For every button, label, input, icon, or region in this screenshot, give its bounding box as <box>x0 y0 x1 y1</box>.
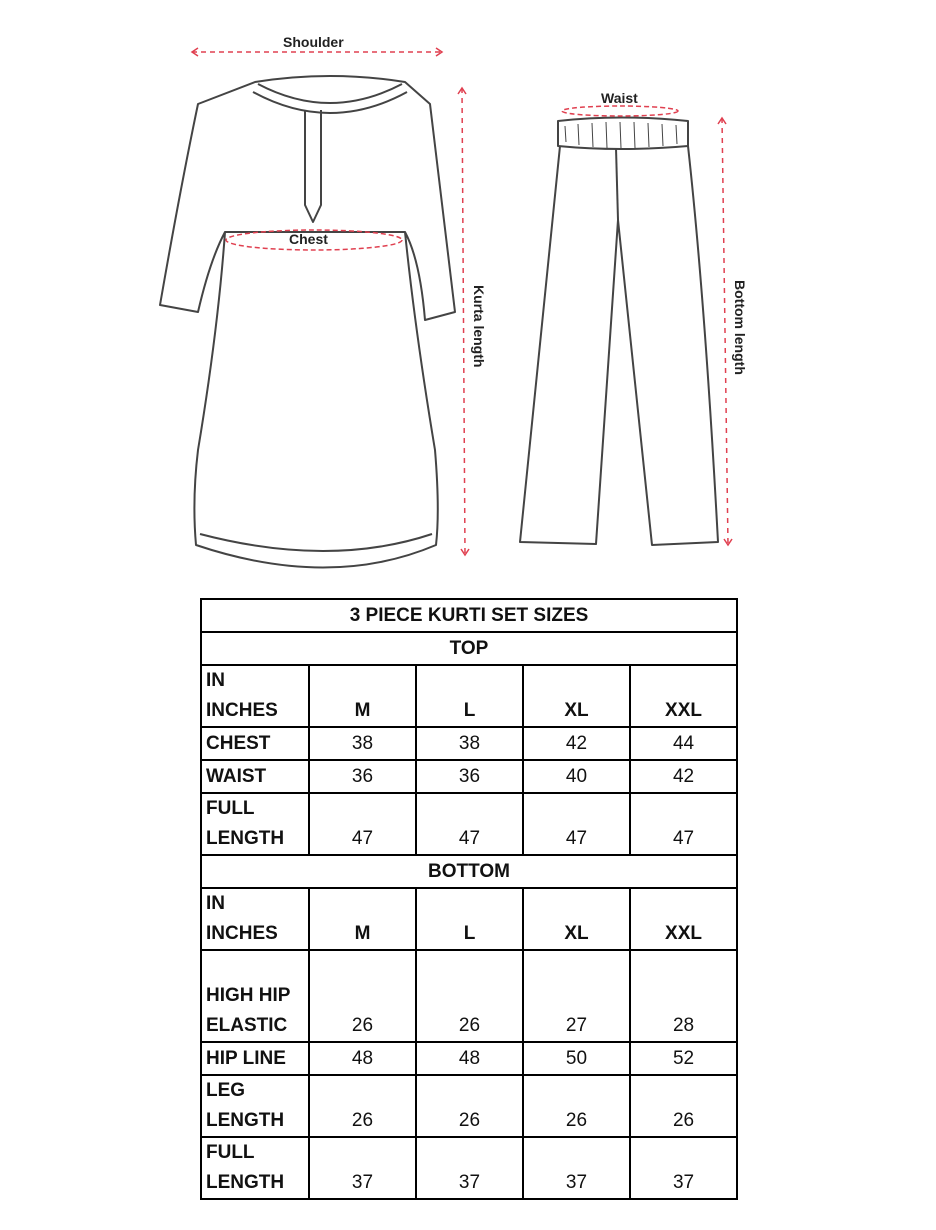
kurta-measure-lines <box>192 48 469 555</box>
table-cell: 40 <box>523 760 630 793</box>
size-header-l: L <box>416 665 523 727</box>
unit-label: IN INCHES <box>201 888 309 950</box>
table-row <box>201 1075 737 1137</box>
top-section-title: TOP <box>201 632 737 665</box>
size-header-m: M <box>309 888 416 950</box>
table-cell: 37 <box>309 1137 416 1199</box>
bottom-section-title: BOTTOM <box>201 855 737 888</box>
table-cell: 37 <box>630 1137 737 1199</box>
garment-illustration <box>0 0 936 590</box>
waist-label: Waist <box>601 90 638 106</box>
kurta-outline <box>160 76 455 568</box>
table-cell: 47 <box>630 793 737 855</box>
row-label: LEG LENGTH <box>201 1075 309 1137</box>
row-label: FULL LENGTH <box>201 793 309 855</box>
row-label: FULL LENGTH <box>201 1137 309 1199</box>
table-cell: 50 <box>523 1042 630 1075</box>
table-cell: 27 <box>523 950 630 1042</box>
unit-label: IN INCHES <box>201 665 309 727</box>
table-row <box>201 1137 737 1199</box>
size-header-xxl: XXL <box>630 888 737 950</box>
pants-measure-lines <box>562 106 732 545</box>
row-label: HIP LINE <box>201 1042 309 1075</box>
size-header-m: M <box>309 665 416 727</box>
table-cell: 26 <box>416 950 523 1042</box>
pants-outline <box>520 118 718 546</box>
table-title: 3 PIECE KURTI SET SIZES <box>201 599 737 632</box>
size-header-xxl: XXL <box>630 665 737 727</box>
table-cell: 36 <box>416 760 523 793</box>
row-label: WAIST <box>201 760 309 793</box>
size-header-l: L <box>416 888 523 950</box>
top-section-row <box>201 632 737 665</box>
table-cell: 36 <box>309 760 416 793</box>
table-cell: 26 <box>630 1075 737 1137</box>
kurta-length-label: Kurta length <box>471 285 487 368</box>
table-cell: 52 <box>630 1042 737 1075</box>
row-label: CHEST <box>201 727 309 760</box>
bottom-length-label: Bottom length <box>732 280 748 375</box>
table-cell: 42 <box>523 727 630 760</box>
table-cell: 26 <box>309 950 416 1042</box>
size-header-xl: XL <box>523 665 630 727</box>
table-cell: 47 <box>309 793 416 855</box>
bottom-header-row <box>201 888 737 950</box>
table-row <box>201 760 737 793</box>
table-cell: 38 <box>416 727 523 760</box>
table-cell: 48 <box>309 1042 416 1075</box>
measurement-diagram <box>0 0 936 590</box>
table-cell: 38 <box>309 727 416 760</box>
table-cell: 26 <box>416 1075 523 1137</box>
size-header-xl: XL <box>523 888 630 950</box>
table-row <box>201 793 737 855</box>
shoulder-label: Shoulder <box>283 34 344 50</box>
table-cell: 26 <box>523 1075 630 1137</box>
top-header-row <box>201 665 737 727</box>
table-cell: 37 <box>523 1137 630 1199</box>
table-cell: 26 <box>309 1075 416 1137</box>
row-label: HIGH HIP ELASTIC <box>201 950 309 1042</box>
table-cell: 28 <box>630 950 737 1042</box>
table-row <box>201 950 737 1042</box>
table-cell: 47 <box>416 793 523 855</box>
table-cell: 42 <box>630 760 737 793</box>
table-row <box>201 727 737 760</box>
bottom-section-row <box>201 855 737 888</box>
size-chart-table <box>200 598 738 1200</box>
table-title-row <box>201 599 737 632</box>
chest-label: Chest <box>289 231 328 247</box>
table-cell: 48 <box>416 1042 523 1075</box>
table-cell: 37 <box>416 1137 523 1199</box>
table-row <box>201 1042 737 1075</box>
table-cell: 44 <box>630 727 737 760</box>
table-cell: 47 <box>523 793 630 855</box>
